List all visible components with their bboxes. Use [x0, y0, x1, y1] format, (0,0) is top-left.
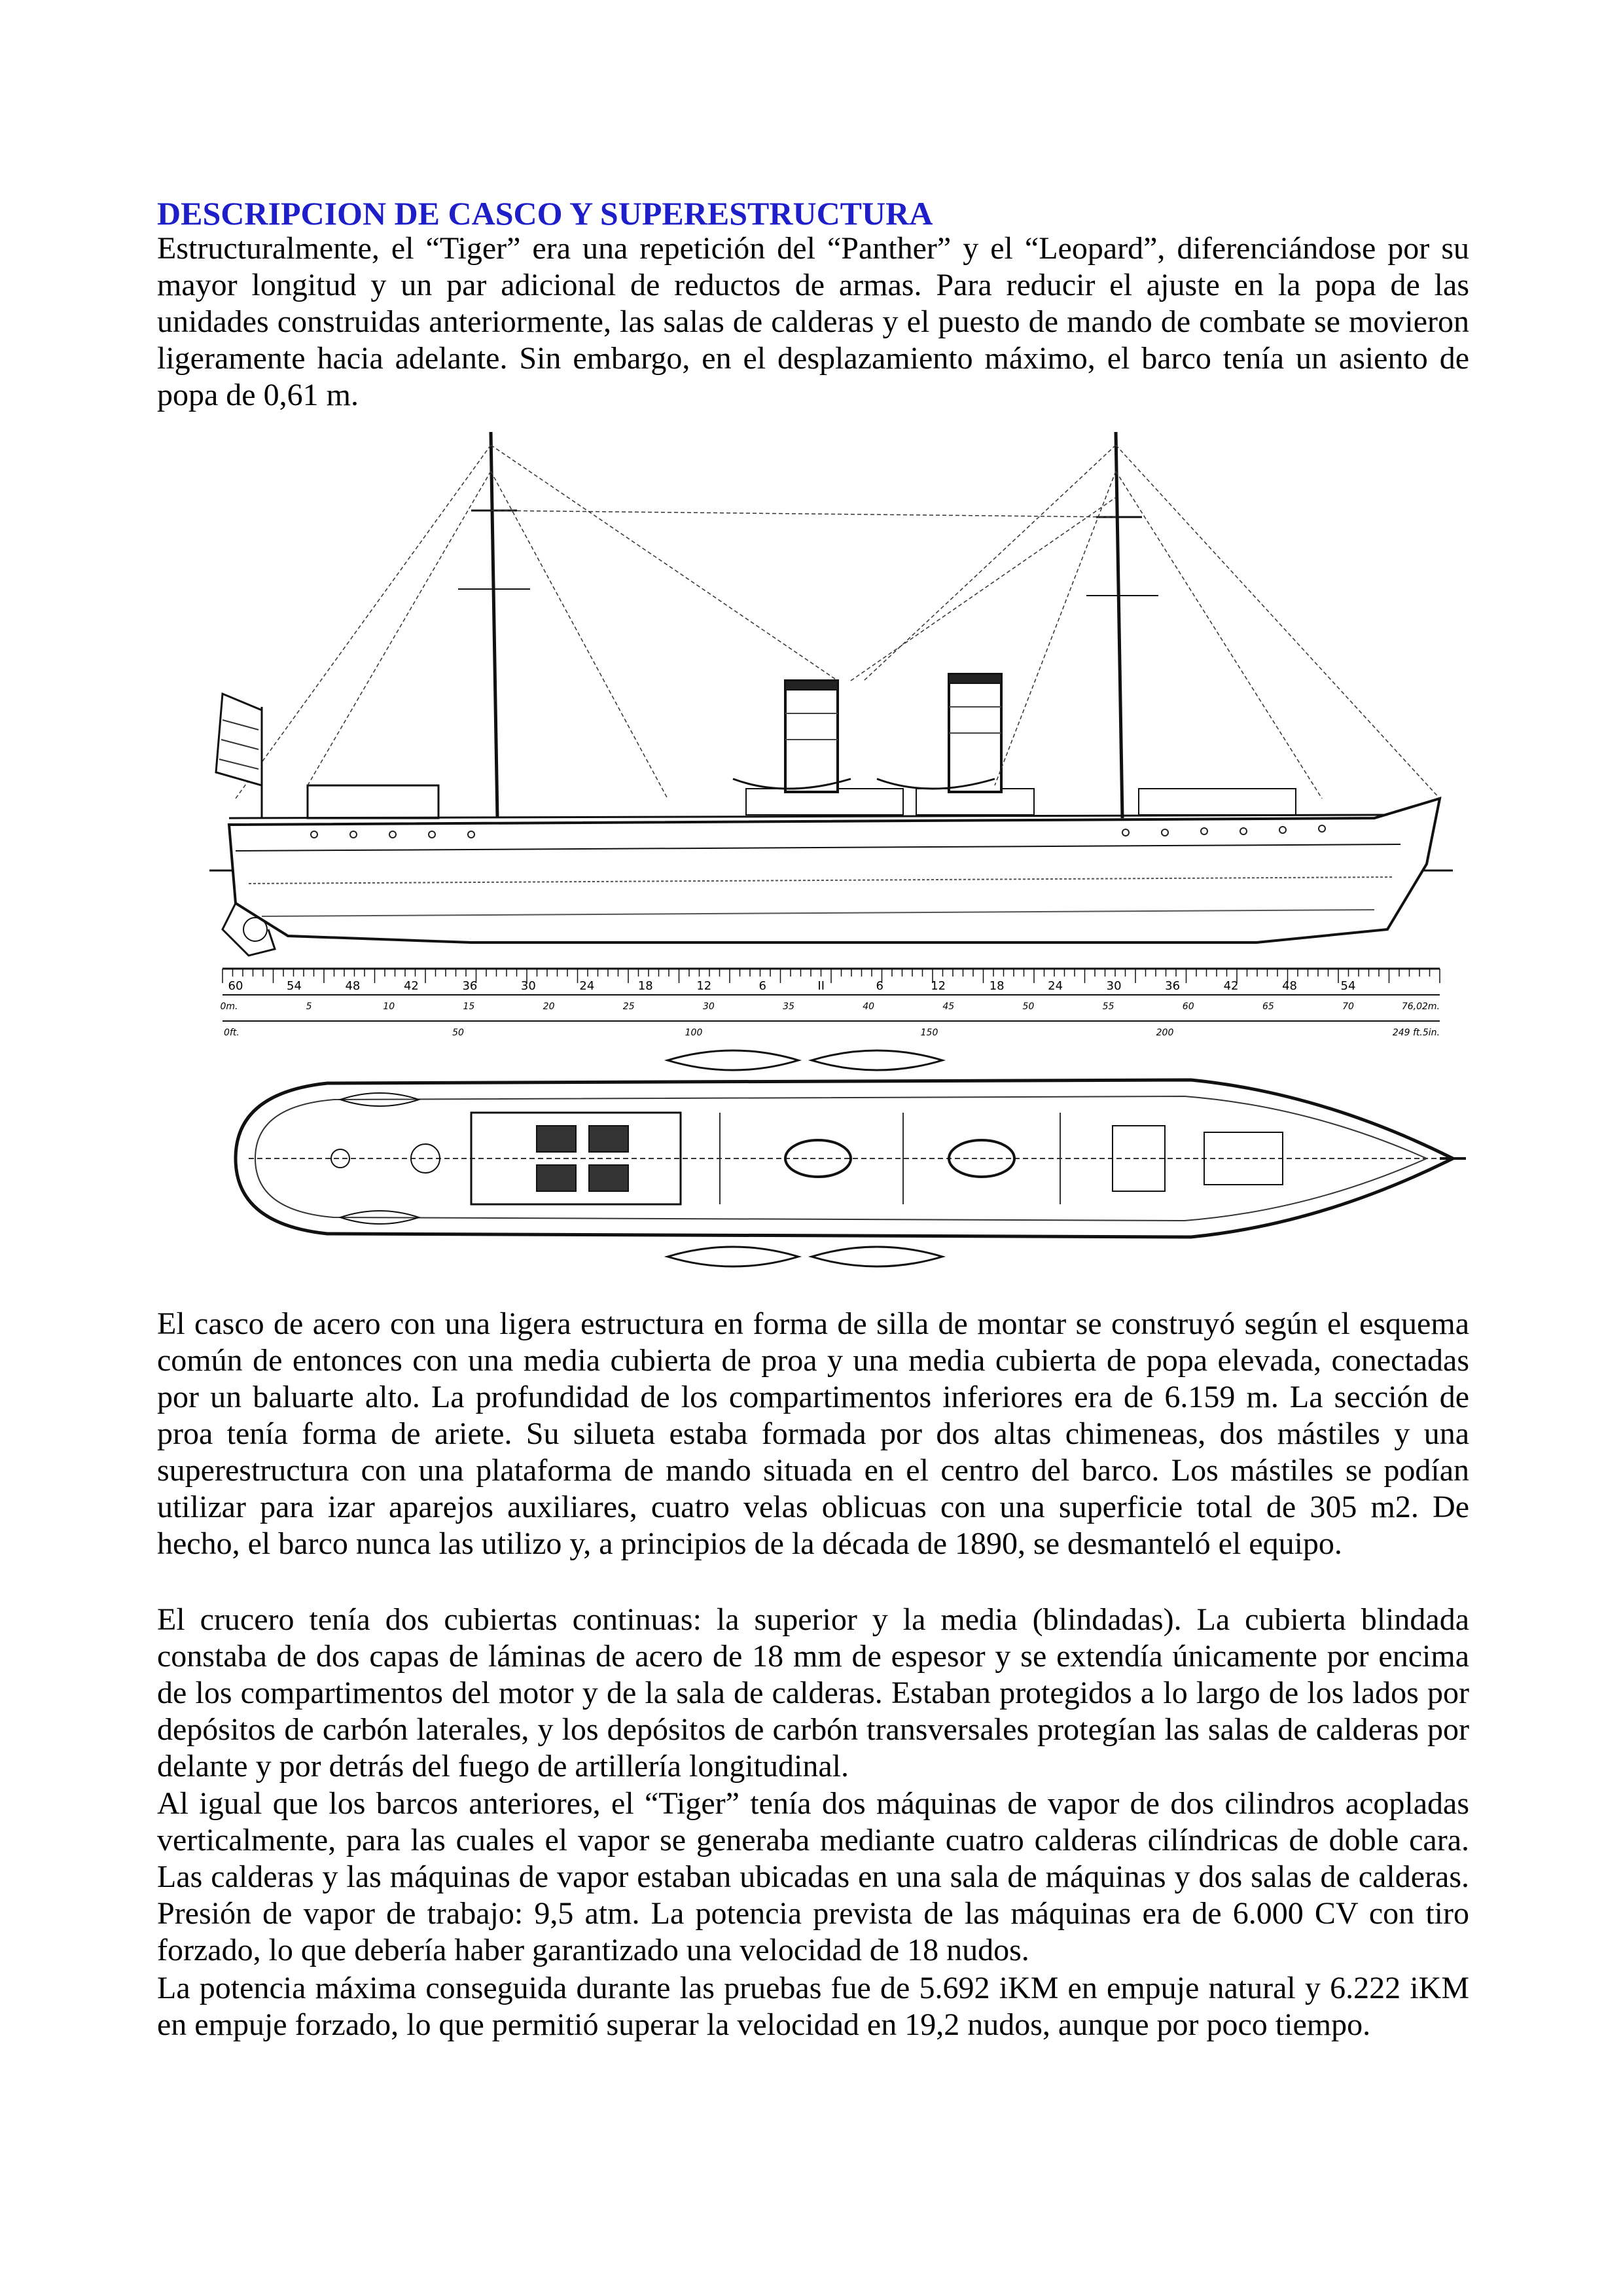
scale-frame-label: 30: [1106, 979, 1122, 993]
scale-frame-label: 24: [579, 979, 595, 993]
scale-frame-label: 18: [989, 979, 1005, 993]
scale-frame-label: 30: [520, 979, 536, 993]
scale-frame-label: 48: [345, 979, 361, 993]
scale-feet-label: 200: [1156, 1028, 1174, 1038]
paragraph-armor: El crucero tenía dos cubiertas continuas: la superior y la media (blindadas). La cubierta blindada constaba de dos capas de láminas de acero de 18 mm de espesor y se extendía únicamente por encima de los compartimentos del motor y de la sala de calderas. Estaban protegidos a lo largo de los lados por depósitos de carbón laterales, y los depósitos de carbón transversales protegían las salas de calderas por delante y por detrás del fuego de artillería longitudinal.: [157, 1602, 1469, 1784]
ship-side-profile: [209, 432, 1453, 956]
scale-feet-end: 249 ft.5in.: [1392, 1028, 1440, 1038]
scale-frame-label: II: [817, 979, 825, 993]
scale-meter-label: 30: [702, 1001, 715, 1012]
scale-frame-label: 42: [1223, 979, 1239, 993]
scale-frame-label: 24: [1048, 979, 1063, 993]
section-heading: DESCRIPCION DE CASCO Y SUPERESTRUCTURA: [157, 195, 933, 232]
scale-feet-label: 50: [452, 1028, 464, 1038]
scale-meter-label: 25: [622, 1001, 635, 1012]
paragraph-hull: El casco de acero con una ligera estructura en forma de silla de montar se construyó según el esquema común de entonces con una media cubierta de proa y una media cubierta de popa elevada, conectadas por un baluarte alto. La profundidad de los compartimentos inferiores era de 6.159 m. La sección de proa tenía forma de ariete. Su silueta estaba formada por dos altas chimeneas, dos mástiles y una superestructura con una plataforma de mando situada en el centro del barco. Los mástiles se podían utilizar para izar aparejos auxiliares, cuatro velas oblicuas con una superficie total de 305 m2. De hecho, el barco nunca las utilizo y, a principios de la década de 1890, se desmanteló el equipo.: [157, 1306, 1469, 1561]
scale-frame-label: 54: [287, 979, 302, 993]
scale-meter-label: 50: [1022, 1001, 1035, 1012]
paragraph-machinery: Al igual que los barcos anteriores, el “Tiger” tenía dos máquinas de vapor de dos cilindros acopladas verticalmente, para las cuales el vapor se generaba mediante cuatro calderas cilíndricas de doble cara. Las calderas y las máquinas de vapor estaban ubicadas en una sala de máquinas y dos salas de calderas. Presión de vapor de trabajo: 9,5 atm. La potencia prevista de las máquinas era de 6.000 CV con tiro forzado, lo que debería haber garantizado una velocidad de 18 nudos.: [157, 1786, 1469, 1967]
scale-meter-label: 45: [942, 1001, 955, 1012]
ship-plan-view: [236, 1050, 1466, 1266]
scale-frame-label: 36: [1165, 979, 1181, 993]
paragraph-trials: La potencia máxima conseguida durante las pruebas fue de 5.692 iKM en empuje natural y 6.222 iKM en empuje forzado, lo que permitió superar la velocidad en 19,2 nudos, aunque por poco tiempo.: [157, 1971, 1469, 2042]
ship-plan-drawing: [209, 432, 1466, 1276]
scale-frame-label: 6: [876, 979, 883, 993]
scale-frame-label: 42: [403, 979, 419, 993]
paragraph-intro: Estructuralmente, el “Tiger” era una repetición del “Panther” y el “Leopard”, diferenciándose por su mayor longitud y un par adicional de reductos de armas. Para reducir el ajuste en la popa de las unidades construidas anteriormente, las salas de calderas y el puesto de mando de combate se movieron ligeramente hacia adelante. Sin embargo, en el desplazamiento máximo, el barco tenía un asiento de popa de 0,61 m.: [157, 231, 1469, 412]
scale-meter-label: 70: [1342, 1001, 1354, 1012]
scale-frame-label: 60: [228, 979, 243, 993]
scale-frame-label: 54: [1340, 979, 1356, 993]
scale-feet-label: 150: [920, 1028, 938, 1038]
scale-meter-label: 40: [863, 1001, 875, 1012]
scale-meter-label: 60: [1182, 1001, 1194, 1012]
scale-meter-label: 5: [306, 1001, 312, 1012]
scale-feet-label: 100: [685, 1028, 703, 1038]
scale-feet-start: 0ft.: [224, 1028, 240, 1038]
scale-meter-label: 10: [383, 1001, 395, 1012]
scale-frame-label: 6: [758, 979, 766, 993]
scale-meter-label: 15: [463, 1001, 475, 1012]
scale-meter-label: 35: [783, 1001, 794, 1012]
scale-meter-label: 65: [1262, 1001, 1274, 1012]
scale-frame-label: 36: [462, 979, 478, 993]
scale-meter-label: 0m.: [220, 1001, 238, 1012]
scale-frame-label: 12: [931, 979, 946, 993]
scale-frame-label: 48: [1282, 979, 1297, 993]
scale-meter-label: 20: [543, 1001, 555, 1012]
scale-frame-label: 18: [637, 979, 653, 993]
scale-meter-label: 55: [1102, 1001, 1115, 1012]
scale-frame-label: 12: [696, 979, 712, 993]
scale-meter-end: 76,02m.: [1401, 1001, 1440, 1012]
scale-bar: [221, 969, 1440, 1038]
